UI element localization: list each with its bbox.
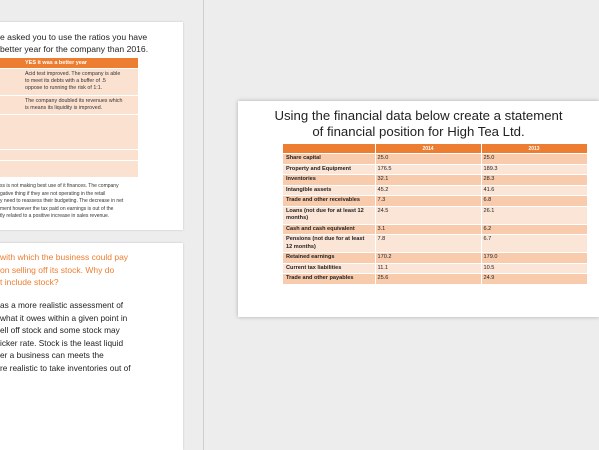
value-2014: 25.6 (375, 274, 481, 284)
table-row (283, 185, 587, 196)
value-2013: 6.2 (481, 224, 587, 235)
table-cell: Acid test improved. The company is able to meet its debts with a buffer of .5 oppose to running the risk of 1:1. (0, 68, 138, 95)
table-cell-empty (0, 149, 138, 160)
table-row (283, 164, 587, 175)
row-label: Retained earnings (283, 253, 375, 264)
value-2014: 45.2 (375, 185, 481, 196)
table-row (283, 224, 587, 235)
row-label: Trade and other payables (283, 274, 375, 284)
table-cell: The company doubled its revenues which is means its liquidity is improved. (0, 95, 138, 114)
value-2014: 176.5 (375, 164, 481, 175)
ratio-answer-table (0, 58, 138, 177)
table-row (283, 235, 587, 253)
value-2014: 7.3 (375, 196, 481, 207)
table-row (283, 253, 587, 264)
value-2013: 28.3 (481, 175, 587, 186)
slide-thumbnail-1[interactable] (0, 22, 183, 230)
value-2014: 170.2 (375, 253, 481, 264)
table-row (283, 196, 587, 207)
table-row (283, 263, 587, 274)
table-header: YES it was a better year (0, 58, 138, 68)
value-2014: 32.1 (375, 175, 481, 186)
row-label: Inventories (283, 175, 375, 186)
value-2013: 26.1 (481, 206, 587, 224)
table-body (283, 154, 587, 284)
row-label: Trade and other receivables (283, 196, 375, 207)
value-2014: 24.5 (375, 206, 481, 224)
row-label: Share capital (283, 154, 375, 165)
row-label: Pensions (not due for at least 12 months) (283, 235, 375, 253)
pane-divider[interactable] (203, 0, 204, 450)
value-2013: 189.3 (481, 164, 587, 175)
slide-title: Using the financial data below create a statement of financial position for High Tea Ltd. (274, 108, 563, 139)
value-2013: 179.0 (481, 253, 587, 264)
slide-thumbnail-2[interactable] (0, 243, 183, 450)
slide-answer-text: as a more realistic assessment of what it owes within a given point in ell off stock and some stock may icker rate. Stock is the least liquid er a business can meets the re realistic to take inventories out of (0, 300, 131, 373)
value-2013: 10.5 (481, 263, 587, 274)
value-2014: 3.1 (375, 224, 481, 235)
column-header-2014: 2014 (375, 144, 481, 154)
value-2013: 24.9 (481, 274, 587, 284)
value-2014: 25.0 (375, 154, 481, 165)
value-2014: 7.8 (375, 235, 481, 253)
financial-data-table (283, 144, 588, 284)
value-2013: 41.6 (481, 185, 587, 196)
slide-question-text: with which the business could pay on selling off its stock. Why do t include stock? (0, 252, 129, 287)
table-row (283, 206, 587, 224)
slide-question-text: e asked you to use the ratios you have better year for the company than 2016. (0, 32, 149, 54)
value-2013: 25.0 (481, 154, 587, 165)
value-2013: 6.8 (481, 196, 587, 207)
table-cell-empty (0, 160, 138, 177)
table-cell-empty (0, 114, 138, 149)
column-header-label (283, 144, 375, 154)
slide-paragraph: ss is not making best use of it finances. The company gative thing if they are not operating in the retail y need to reassess their budgeting. The decrease in net ment however the tax paid on earnings is out of the tly related to a positive increase in sales revenue. (0, 183, 124, 219)
column-header-2013: 2013 (481, 144, 587, 154)
row-label: Loans (not due for at least 12 months) (283, 206, 375, 224)
table-row (283, 154, 587, 165)
table-row (283, 274, 587, 284)
row-label: Cash and cash equivalent (283, 224, 375, 235)
table-header-row (283, 144, 587, 154)
row-label: Intangible assets (283, 185, 375, 196)
row-label: Property and Equipment (283, 164, 375, 175)
value-2014: 11.1 (375, 263, 481, 274)
value-2013: 6.7 (481, 235, 587, 253)
main-slide[interactable] (238, 101, 599, 317)
row-label: Current tax liabilities (283, 263, 375, 274)
table-row (283, 175, 587, 186)
